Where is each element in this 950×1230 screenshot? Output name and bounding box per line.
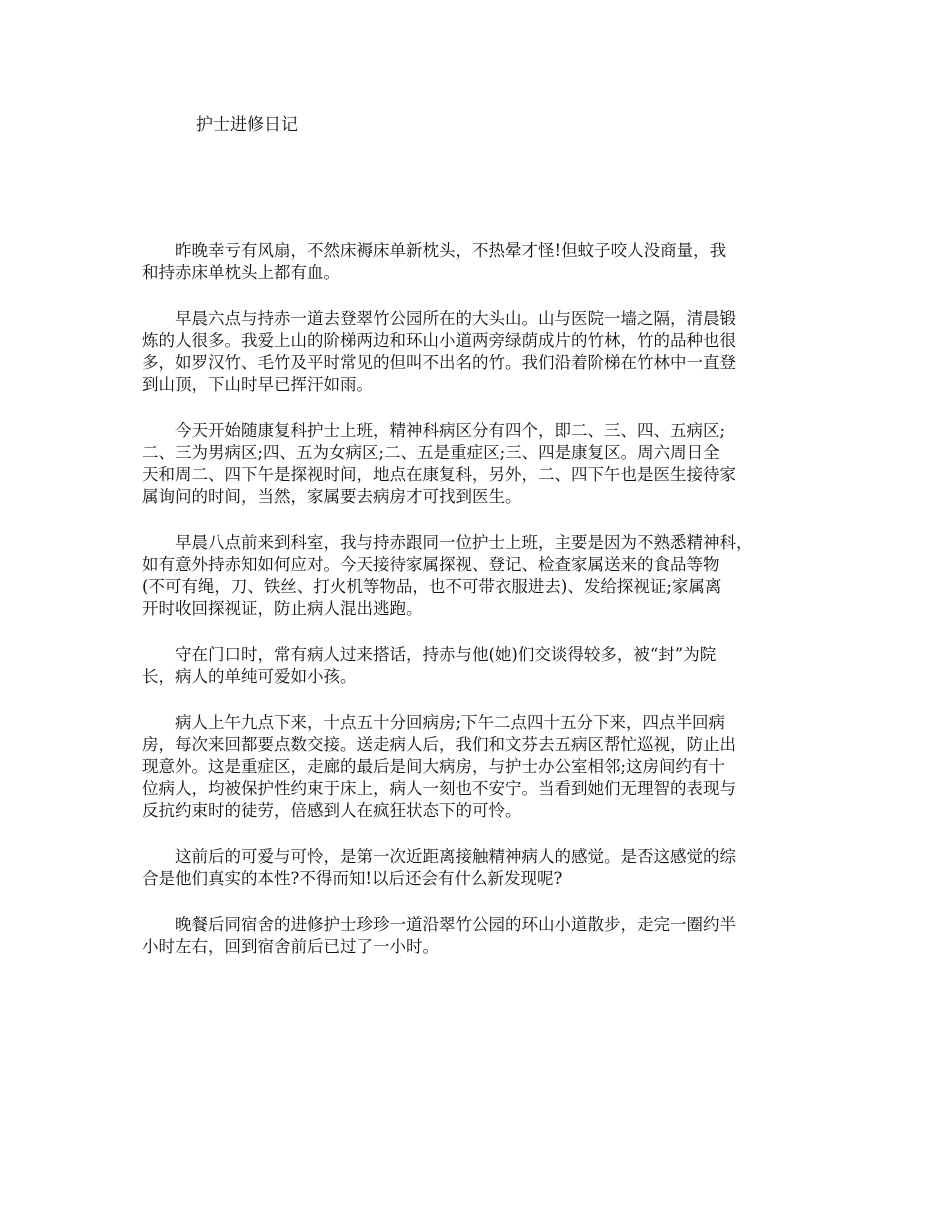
paragraph-line: (不可有绳，刀、铁丝、打火机等物品，也不可带衣服进去)、发给探视证;家属离 xyxy=(142,577,722,596)
paragraph xyxy=(142,532,810,620)
paragraph-line: 多，如罗汉竹、毛竹及平时常见的但叫不出名的竹。我们沿着阶梯在竹林中一直登 xyxy=(142,353,736,372)
paragraph xyxy=(142,420,810,508)
paragraph-line: 到山顶，下山时早已挥汗如雨。 xyxy=(142,375,373,394)
paragraph-line: 如有意外持赤知如何应对。今天接待家属探视、登记、检查家属送来的食品等物 xyxy=(142,555,720,574)
paragraph-line: 开时收回探视证，防止病人混出逃跑。 xyxy=(142,599,423,618)
document-body xyxy=(142,240,810,982)
paragraph xyxy=(142,240,810,284)
paragraph-line: 天和周二、四下午是探视时间，地点在康复科，另外，二、四下午也是医生接待家 xyxy=(142,465,736,484)
paragraph-line: 晚餐后同宿舍的进修护士珍珍一道沿翠竹公园的环山小道散步，走完一圈约半 xyxy=(175,915,736,934)
paragraph-line: 现意外。这是重症区，走廊的最后是间大病房，与护士办公室相邻;这房间约有十 xyxy=(142,757,726,776)
paragraph xyxy=(142,644,810,688)
paragraph-line: 反抗约束时的徒劳，倍感到人在疯狂状态下的可怜。 xyxy=(142,801,522,820)
paragraph-line: 小时左右，回到宿舍前后已过了一小时。 xyxy=(142,937,439,956)
paragraph-line: 和持赤床单枕头上都有血。 xyxy=(142,263,340,282)
paragraph-line: 这前后的可爱与可怜，是第一次近距离接触精神病人的感觉。是否这感觉的综 xyxy=(175,847,736,866)
paragraph-line: 炼的人很多。我爱上山的阶梯两边和环山小道两旁绿荫成片的竹林，竹的品种也很 xyxy=(142,331,736,350)
paragraph-line: 属询问的时间，当然，家属要去病房才可找到医生。 xyxy=(142,487,522,506)
paragraph-line: 守在门口时，常有病人过来搭话，持赤与他(她)们交谈得较多，被“封”为院 xyxy=(175,645,717,664)
paragraph xyxy=(142,846,810,890)
paragraph-line: 昨晚幸亏有风扇，不然床褥床单新枕头，不热晕才怪!但蚊子咬人没商量，我 xyxy=(175,241,727,260)
paragraph xyxy=(142,712,810,822)
paragraph-line: 今天开始随康复科护士上班，精神科病区分有四个，即二、三、四、五病区; xyxy=(175,421,726,440)
paragraph-line: 位病人，均被保护性约束于床上，病人一刻也不安宁。当看到她们无理智的表现与 xyxy=(142,779,736,798)
paragraph-line: 房，每次来回都要点数交接。送走病人后，我们和文芬去五病区帮忙巡视，防止出 xyxy=(142,735,736,754)
paragraph-line: 早晨八点前来到科室，我与持赤跟同一位护士上班，主要是因为不熟悉精神科， xyxy=(175,533,753,552)
paragraph-line: 二、三为男病区;四、五为女病区;二、五是重症区;三、四是康复区。周六周日全 xyxy=(142,443,720,462)
paragraph-line: 长，病人的单纯可爱如小孩。 xyxy=(142,667,357,686)
paragraph-line: 病人上午九点下来，十点五十分回病房;下午二点四十五分下来，四点半回病 xyxy=(175,713,726,732)
paragraph-line: 合是他们真实的本性?不得而知!以后还会有什么新发现呢? xyxy=(142,869,563,888)
document-title: 护士进修日记 xyxy=(196,115,298,135)
paragraph xyxy=(142,914,810,958)
paragraph xyxy=(142,308,810,396)
paragraph-line: 早晨六点与持赤一道去登翠竹公园所在的大头山。山与医院一墙之隔，清晨锻 xyxy=(175,309,736,328)
